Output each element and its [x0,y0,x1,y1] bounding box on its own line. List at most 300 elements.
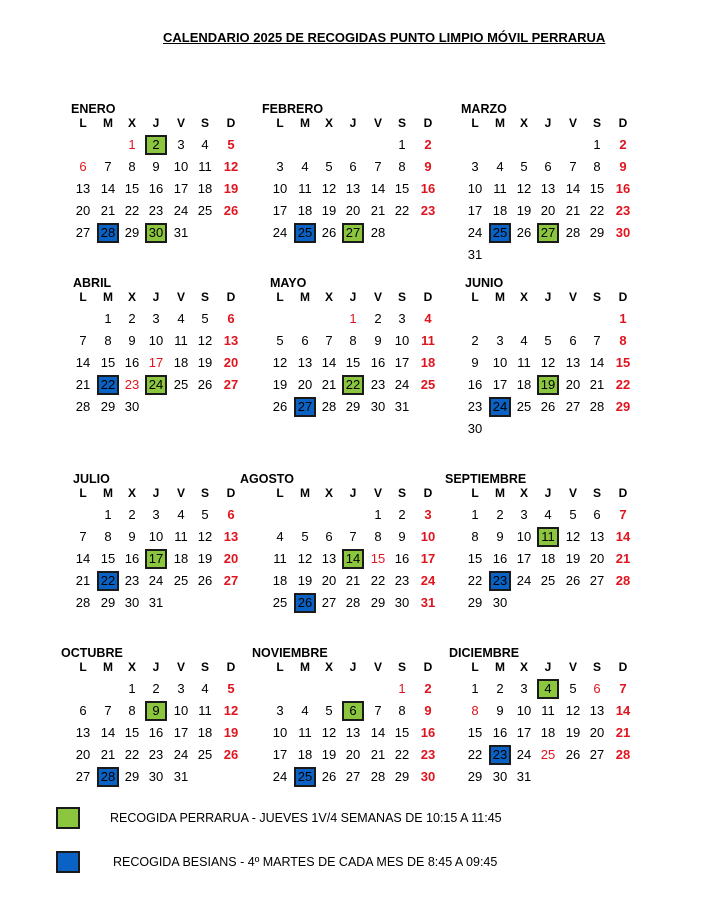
day-cell: 18 [540,725,556,740]
month-name: DICIEMBRE [449,646,520,660]
day-cell: 20 [589,551,605,566]
day-cell: 3 [276,159,284,174]
weekday-header: M [495,660,505,674]
day-cell: 14 [100,725,116,740]
day-cell: 5 [201,507,209,522]
month-name: MAYO [270,276,307,290]
day-cell: 31 [148,595,164,610]
day-cell: 19 [516,203,532,218]
day-cell: 10 [173,159,189,174]
day-cell-besians-collection: 28 [97,223,119,243]
day-cell: 16 [370,355,386,370]
day-cell: 11 [493,181,507,196]
day-cell: 18 [297,203,313,218]
day-cell: 18 [420,355,436,370]
legend-text-perrarua: RECOGIDA PERRARUA - JUEVES 1V/4 SEMANAS DE 10:15 A 11:45 [110,811,502,825]
day-cell: 29 [467,595,483,610]
day-cell: 3 [496,333,504,348]
day-cell: 9 [128,529,136,544]
day-cell: 6 [593,507,601,522]
weekday-header: X [324,660,333,674]
day-cell: 7 [79,333,87,348]
day-cell: 31 [516,769,532,784]
day-cell: 19 [565,551,581,566]
day-cell-holiday: 17 [148,355,164,370]
day-cell: 10 [272,181,288,196]
day-cell: 21 [345,573,361,588]
day-cell: 5 [201,311,209,326]
weekday-header: V [373,486,382,500]
day-cell: 20 [345,203,361,218]
day-cell: 20 [345,747,361,762]
day-cell: 26 [223,747,239,762]
day-cell: 8 [128,159,136,174]
day-cell: 8 [398,159,406,174]
day-cell: 22 [615,377,631,392]
month-name: JULIO [73,472,110,486]
weekday-header: M [103,660,113,674]
day-cell: 5 [520,159,528,174]
day-cell: 1 [104,507,112,522]
day-cell: 11 [517,355,531,370]
day-cell-besians-collection: 26 [294,593,316,613]
day-cell: 10 [492,355,508,370]
day-cell: 22 [467,573,483,588]
day-cell: 27 [589,747,605,762]
weekday-header: L [276,486,284,500]
day-cell: 24 [272,225,288,240]
day-cell: 13 [75,181,91,196]
day-cell: 7 [349,529,357,544]
weekday-header: L [471,660,479,674]
day-cell-perrarua-collection: 22 [342,375,364,395]
day-cell: 18 [516,377,532,392]
day-cell: 17 [516,551,532,566]
day-cell: 15 [467,725,483,740]
weekday-header: V [176,116,185,130]
day-cell: 3 [520,681,528,696]
day-cell: 6 [227,311,235,326]
day-cell: 9 [374,333,382,348]
day-cell: 8 [104,529,112,544]
day-cell-holiday: 25 [540,747,556,762]
weekday-header: S [592,290,601,304]
day-cell: 10 [173,703,189,718]
day-cell: 14 [615,703,631,718]
weekday-header: M [103,486,113,500]
weekday-header: M [300,660,310,674]
day-cell: 21 [100,203,116,218]
day-cell: 1 [471,681,479,696]
day-cell: 15 [394,181,410,196]
day-cell-perrarua-collection: 6 [342,701,364,721]
month-name: FEBRERO [262,102,324,116]
day-cell: 5 [227,137,235,152]
day-cell: 21 [565,203,581,218]
day-cell: 20 [75,747,91,762]
page-title: CALENDARIO 2025 DE RECOGIDAS PUNTO LIMPIO MÓVIL PERRARUA [163,30,606,45]
day-cell: 31 [420,595,436,610]
day-cell: 24 [272,769,288,784]
weekday-header: S [200,116,209,130]
weekday-header: X [519,660,528,674]
day-cell-perrarua-collection: 19 [537,375,559,395]
weekday-header: J [349,486,357,500]
day-cell: 22 [394,747,410,762]
weekday-header: V [568,486,577,500]
day-cell: 30 [420,769,436,784]
weekday-header: X [324,486,333,500]
day-cell: 19 [197,551,213,566]
weekday-header: X [519,116,528,130]
weekday-header: D [226,116,236,130]
month-name: AGOSTO [240,472,294,486]
day-cell: 28 [370,225,386,240]
day-cell: 25 [173,573,189,588]
weekday-header: M [103,116,113,130]
day-cell: 26 [516,225,532,240]
day-cell: 30 [467,421,483,436]
weekday-header: J [349,116,357,130]
weekday-header: S [592,660,601,674]
day-cell: 23 [420,203,436,218]
day-cell: 26 [223,203,239,218]
weekday-header: V [568,290,577,304]
day-cell-besians-collection: 22 [97,571,119,591]
weekday-header: D [226,486,236,500]
weekday-header: D [423,486,433,500]
day-cell: 15 [124,181,140,196]
day-cell: 6 [301,333,309,348]
day-cell: 8 [619,333,627,348]
day-cell: 27 [345,769,361,784]
legend-swatch-blue [56,851,80,873]
day-cell: 12 [321,181,337,196]
day-cell: 28 [75,595,91,610]
day-cell: 9 [496,529,504,544]
weekday-header: X [127,116,136,130]
day-cell: 21 [615,551,631,566]
day-cell: 3 [152,507,160,522]
day-cell: 20 [223,355,239,370]
day-cell: 28 [589,399,605,414]
weekday-header: M [495,116,505,130]
day-cell: 28 [345,595,361,610]
day-cell: 28 [370,769,386,784]
day-cell: 12 [197,333,213,348]
day-cell: 26 [565,573,581,588]
weekday-header: S [592,486,601,500]
day-cell: 11 [421,333,435,348]
day-cell: 30 [492,595,508,610]
weekday-header: D [226,660,236,674]
day-cell: 24 [394,377,410,392]
day-cell: 8 [104,333,112,348]
day-cell: 2 [424,137,432,152]
day-cell: 21 [370,203,386,218]
day-cell-holiday: 6 [79,159,87,174]
day-cell: 25 [173,377,189,392]
day-cell: 26 [272,399,288,414]
day-cell: 8 [398,703,406,718]
weekday-header: D [618,116,628,130]
day-cell: 21 [370,747,386,762]
day-cell: 26 [197,377,213,392]
day-cell: 24 [516,573,532,588]
day-cell: 4 [301,159,309,174]
day-cell: 16 [124,355,140,370]
day-cell: 23 [124,573,140,588]
day-cell-holiday: 1 [398,681,406,696]
day-cell: 23 [148,203,164,218]
day-cell: 8 [471,529,479,544]
day-cell: 1 [471,507,479,522]
day-cell: 20 [223,551,239,566]
day-cell: 23 [467,399,483,414]
day-cell: 24 [516,747,532,762]
day-cell: 1 [104,311,112,326]
month-name: NOVIEMBRE [252,646,328,660]
day-cell: 11 [198,703,212,718]
weekday-header: L [79,290,87,304]
day-cell: 2 [374,311,382,326]
day-cell: 3 [276,703,284,718]
weekday-header: J [152,116,160,130]
day-cell: 19 [272,377,288,392]
day-cell: 30 [492,769,508,784]
day-cell-holiday: 6 [593,681,601,696]
day-cell: 26 [565,747,581,762]
day-cell: 22 [467,747,483,762]
day-cell: 18 [197,181,213,196]
day-cell: 13 [345,181,361,196]
day-cell: 13 [75,725,91,740]
day-cell: 15 [589,181,605,196]
day-cell: 25 [272,595,288,610]
day-cell: 29 [615,399,631,414]
day-cell: 9 [424,159,432,174]
day-cell: 24 [420,573,436,588]
day-cell: 30 [370,399,386,414]
day-cell: 2 [424,681,432,696]
weekday-header: X [127,290,136,304]
month-name: ENERO [71,102,116,116]
weekday-header: X [324,290,333,304]
day-cell: 7 [619,681,627,696]
day-cell: 20 [297,377,313,392]
day-cell: 30 [615,225,631,240]
weekday-header: S [200,290,209,304]
day-cell: 4 [177,311,185,326]
day-cell: 25 [516,399,532,414]
weekday-header: V [176,660,185,674]
day-cell: 29 [124,769,140,784]
day-cell: 29 [345,399,361,414]
day-cell: 12 [223,703,239,718]
day-cell: 18 [197,725,213,740]
day-cell: 3 [152,311,160,326]
weekday-header: J [544,290,552,304]
day-cell: 7 [79,529,87,544]
day-cell-perrarua-collection: 11 [537,527,559,547]
weekday-header: V [568,660,577,674]
day-cell: 25 [420,377,436,392]
day-cell: 29 [370,595,386,610]
weekday-header: D [423,660,433,674]
weekday-header: J [152,660,160,674]
day-cell: 5 [569,681,577,696]
day-cell: 2 [619,137,627,152]
day-cell: 25 [540,573,556,588]
day-cell: 2 [128,507,136,522]
day-cell: 18 [272,573,288,588]
day-cell: 11 [174,529,188,544]
day-cell: 16 [420,181,436,196]
day-cell: 19 [223,725,239,740]
day-cell: 15 [467,551,483,566]
day-cell: 28 [615,747,631,762]
day-cell: 12 [540,355,556,370]
day-cell: 27 [75,225,91,240]
day-cell: 27 [589,573,605,588]
day-cell: 1 [619,311,627,326]
weekday-header: L [471,290,479,304]
day-cell: 9 [424,703,432,718]
weekday-header: J [349,290,357,304]
weekday-header: L [276,116,284,130]
weekday-header: S [397,116,406,130]
day-cell: 4 [544,507,552,522]
day-cell: 10 [394,333,410,348]
day-cell: 5 [276,333,284,348]
day-cell: 14 [75,355,91,370]
day-cell: 11 [298,725,312,740]
day-cell: 7 [374,703,382,718]
weekday-header: L [276,290,284,304]
weekday-header: X [324,116,333,130]
day-cell: 9 [128,333,136,348]
day-cell: 21 [75,573,91,588]
day-cell: 27 [565,399,581,414]
weekday-header: D [423,290,433,304]
day-cell: 10 [516,703,532,718]
day-cell: 29 [589,225,605,240]
day-cell: 10 [420,529,436,544]
day-cell: 2 [496,681,504,696]
day-cell-holiday: 1 [128,137,136,152]
day-cell: 22 [370,573,386,588]
day-cell: 24 [467,225,483,240]
day-cell: 14 [75,551,91,566]
weekday-header: V [568,116,577,130]
day-cell: 20 [589,725,605,740]
day-cell: 18 [173,355,189,370]
day-cell: 11 [541,703,555,718]
day-cell-holiday: 1 [349,311,357,326]
day-cell: 4 [496,159,504,174]
day-cell: 23 [394,573,410,588]
day-cell: 3 [177,681,185,696]
day-cell: 15 [345,355,361,370]
month-name: OCTUBRE [61,646,123,660]
weekday-header: J [349,660,357,674]
day-cell: 9 [619,159,627,174]
day-cell: 13 [565,355,581,370]
day-cell: 17 [272,203,288,218]
weekday-header: L [471,486,479,500]
day-cell-besians-collection: 25 [294,767,316,787]
day-cell: 19 [321,203,337,218]
day-cell: 16 [148,181,164,196]
day-cell: 9 [398,529,406,544]
weekday-header: S [397,660,406,674]
weekday-header: S [592,116,601,130]
weekday-header: M [495,486,505,500]
weekday-header: V [373,116,382,130]
day-cell: 13 [345,725,361,740]
month-name: JUNIO [465,276,504,290]
day-cell: 14 [565,181,581,196]
weekday-header: M [300,116,310,130]
day-cell: 23 [615,203,631,218]
day-cell: 19 [223,181,239,196]
day-cell: 4 [276,529,284,544]
day-cell: 29 [100,399,116,414]
day-cell: 12 [223,159,239,174]
day-cell: 6 [569,333,577,348]
day-cell: 18 [297,747,313,762]
day-cell: 10 [516,529,532,544]
day-cell: 7 [325,333,333,348]
day-cell: 19 [197,355,213,370]
day-cell: 28 [321,399,337,414]
day-cell: 23 [420,747,436,762]
day-cell: 21 [321,377,337,392]
day-cell: 12 [565,529,581,544]
day-cell: 16 [148,725,164,740]
day-cell: 15 [124,725,140,740]
day-cell: 15 [394,725,410,740]
day-cell: 31 [173,225,189,240]
day-cell: 13 [297,355,313,370]
day-cell: 6 [227,507,235,522]
weekday-header: L [79,116,87,130]
day-cell: 29 [467,769,483,784]
day-cell: 7 [104,159,112,174]
day-cell: 11 [198,159,212,174]
day-cell: 7 [104,703,112,718]
day-cell: 28 [565,225,581,240]
day-cell-perrarua-collection: 27 [342,223,364,243]
weekday-header: V [176,486,185,500]
day-cell: 5 [227,681,235,696]
legend-swatch-green [56,807,80,829]
day-cell-perrarua-collection: 4 [537,679,559,699]
day-cell: 8 [593,159,601,174]
day-cell: 24 [148,573,164,588]
legend-text-besians: RECOGIDA BESIANS - 4º MARTES DE CADA MES DE 8:45 A 09:45 [113,855,498,869]
day-cell: 13 [321,551,337,566]
day-cell: 5 [569,507,577,522]
weekday-header: D [618,486,628,500]
day-cell: 17 [173,181,189,196]
day-cell: 14 [370,181,386,196]
day-cell: 5 [325,703,333,718]
day-cell: 1 [593,137,601,152]
day-cell: 10 [467,181,483,196]
weekday-header: D [423,116,433,130]
month-name: MARZO [461,102,507,116]
